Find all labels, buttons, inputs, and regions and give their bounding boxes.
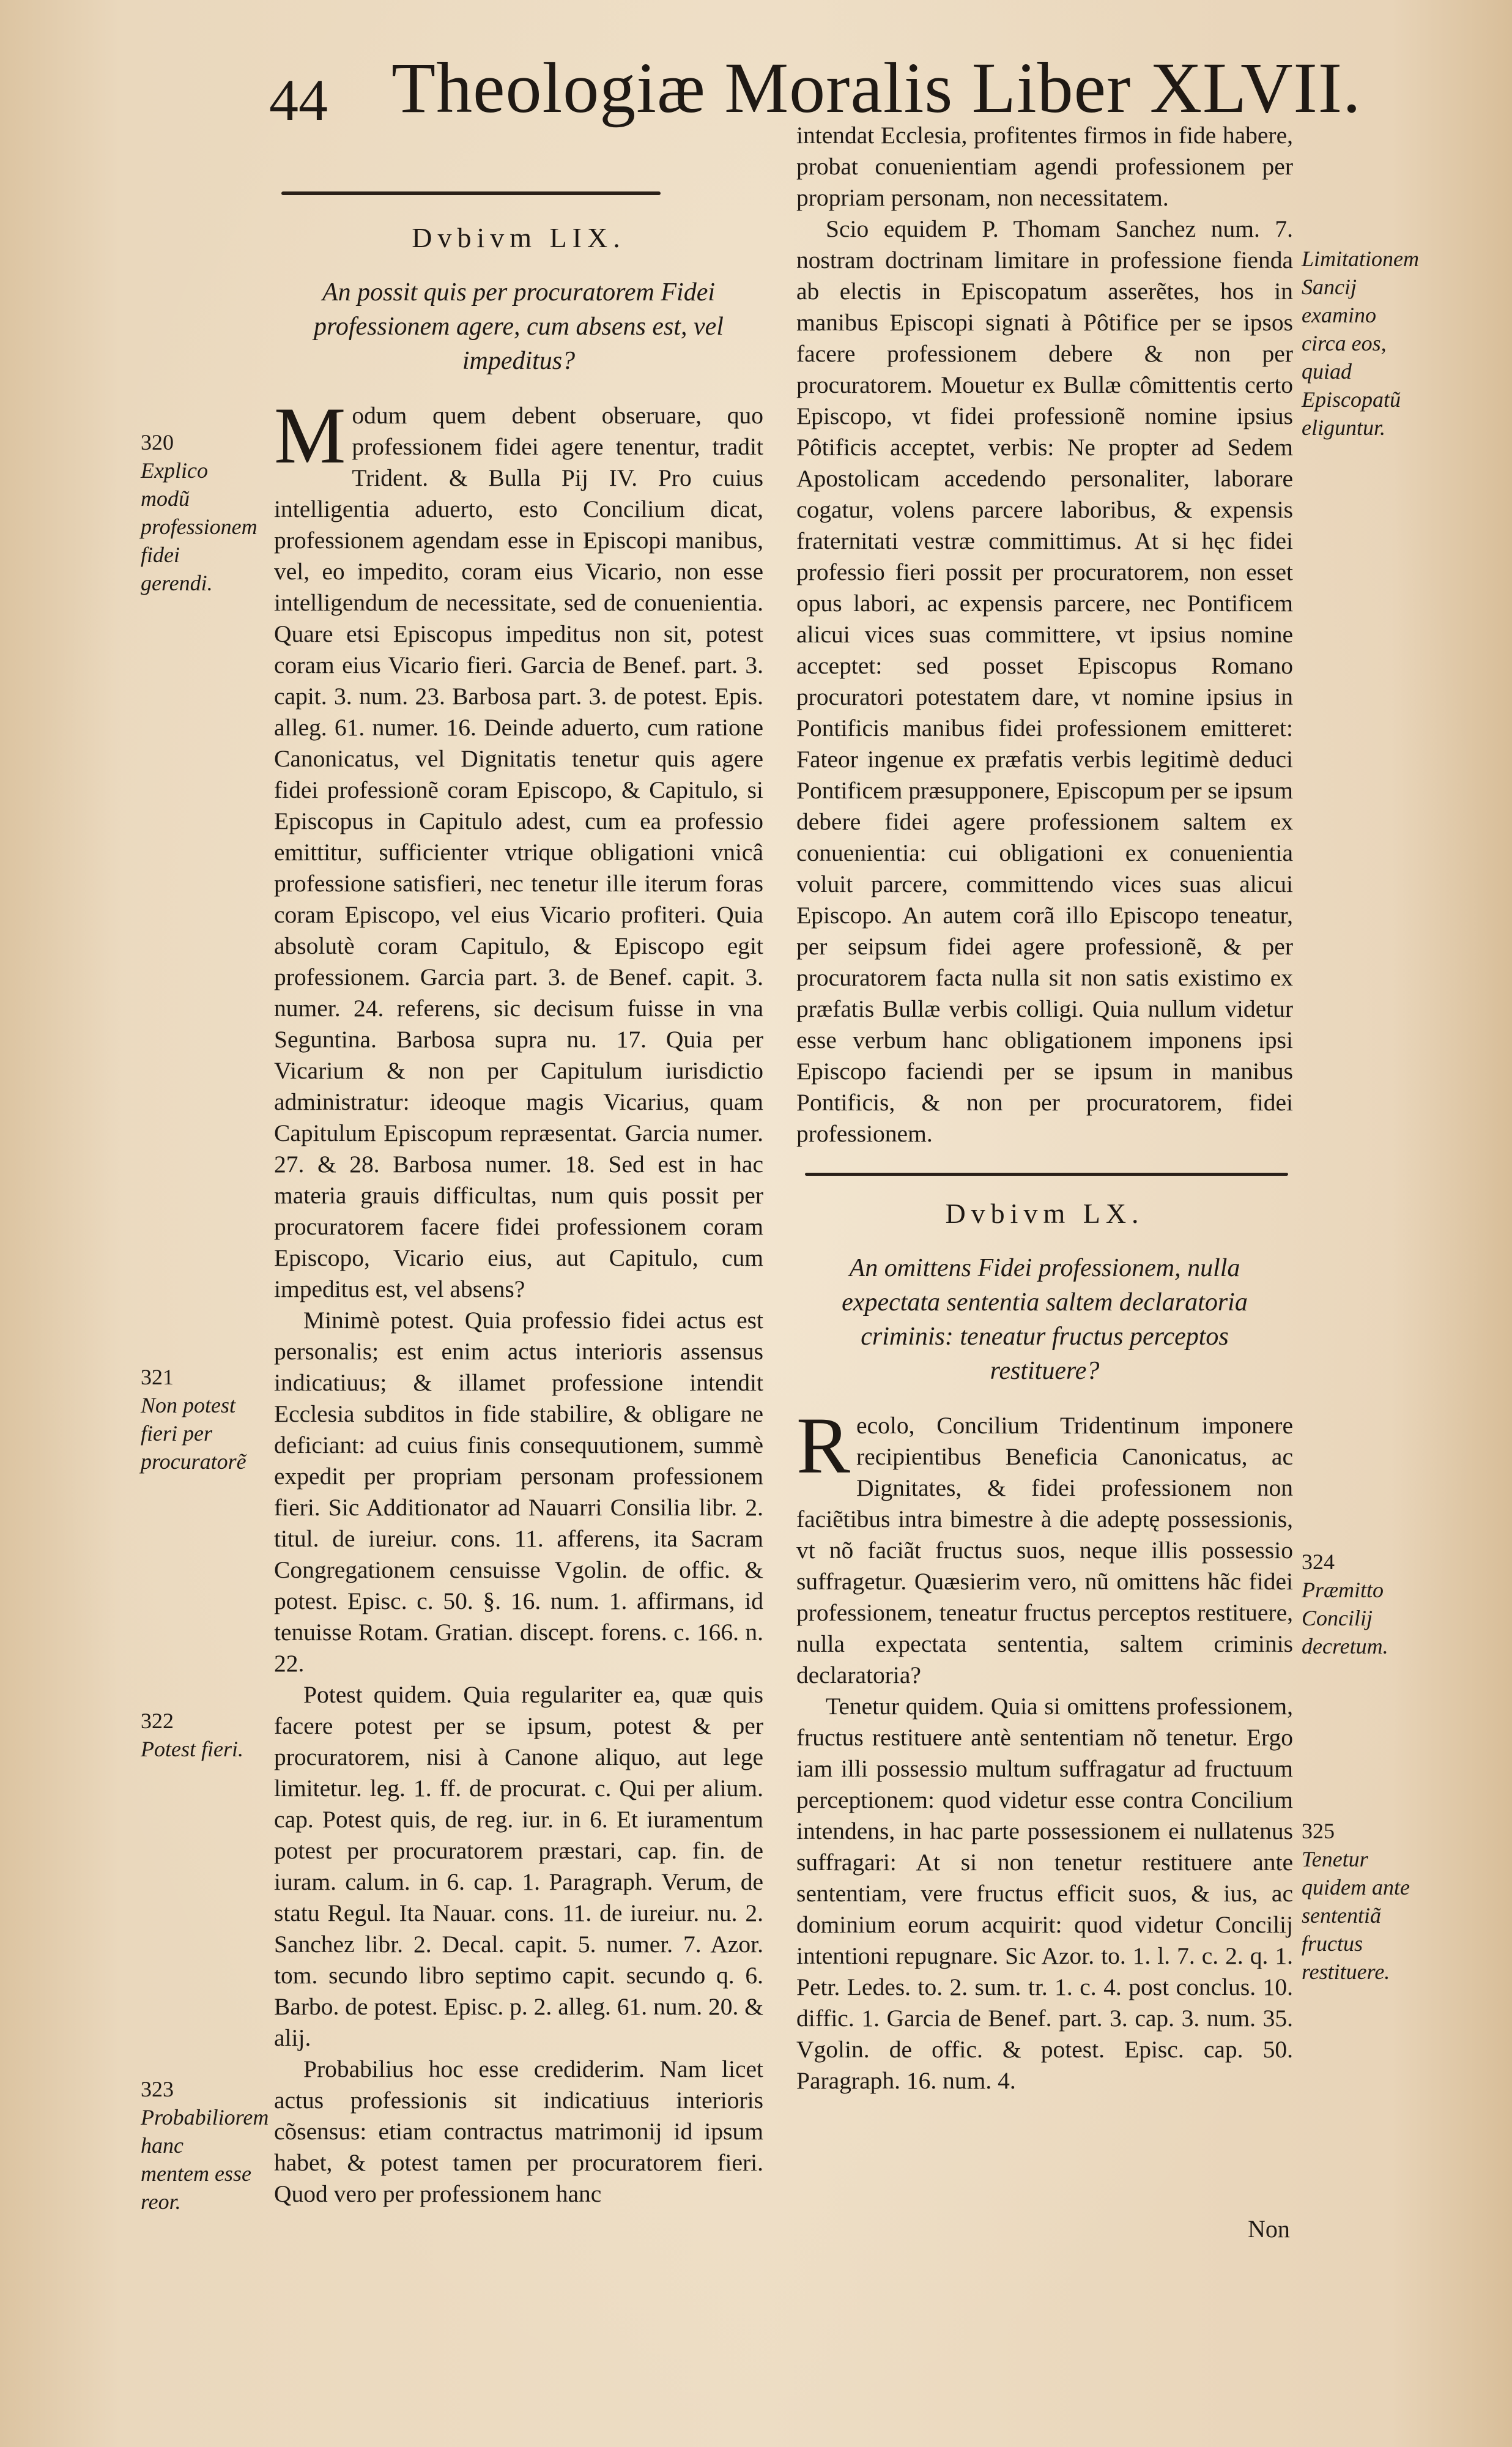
question-heading: An omittens Fidei professionem, nulla expectata sententia saltem declaratoria criminis: teneatur fructus perceptos restituere? [842,1254,1248,1385]
paragraph: Minimè potest. Quia professio fidei actus est personalis; est enim actus interioris assensus indicatiuus; & illamet professione intendit Ecclesia subditos in fide stabilire, & obligare ne deficiant: ad cuius finis consequutionem, summè expedit per propriam personam professionem fieri. Sic Additionator ad Nauarri Consilia libr. 2. titul. de iureiur. cons. 11. afferens, ita Sacram Congregationem censuisse Vgolin. de offic. & potest. Episc. c. 50. §. 16. num. 1. affirmans, id tenuisse Rotam. Gratian. discept. forens. c. 166. n. 22. [274,1307,763,1677]
dubium-heading: Dvbivm LIX. [412,222,626,253]
paragraph: Recolo, Concilium Tridentinum imponere recipientibus Beneficia Canonicatus, ac Dignitates, & fidei professionem non faciẽtibus intra bimestre à die adeptę possessionis, vt nõ faciãt fructus suos, neque illis possessio suffragetur. Quæsierim vero, nũ omittens hãc fidei professionem, teneatur fructus perceptos restituere, nulla expectata sententia, saltem criminis declaratoria? [796,1400,1293,1688]
header-rule [281,191,661,195]
margin-note-321: 321 Non potest fieri per procuratorẽ [141,1365,246,1474]
drop-cap: M [274,390,346,480]
page-title: Theologiæ Moralis Liber XLVII. [391,48,1362,128]
paragraph: intendat Ecclesia, profitentes firmos in fide habere, probat conuenientiam agendi professionem per propriam personam, non necessitatem. [796,122,1293,211]
question-heading: An possit quis per procuratorem Fidei professionem agere, cum absens est, vel impeditus? [314,278,724,375]
margin-note-324: 324 Præmitto Concilij decretum. [1302,1550,1388,1658]
paragraph: Tenetur quidem. Quia si omittens professionem, fructus restituere antè sententiam nõ tenetur. Ergo iam illi possessio multum suffragatur ad fructuum perceptionem: quod videtur esse contra Concilium intendens, in hac parte possessionem ei nullatenus suffragari: At si non tenetur restituere ante sententiam, vere fructus efficit suos, & ius, ac dominium eorum acquirit: quod videtur Concilij intentioni repugnare. Sic Azor. to. 1. l. 7. c. 2. q. 1. Petr. Ledes. to. 2. sum. tr. 1. c. 4. post conclus. 10. diffic. 1. Garcia de Benef. part. 3. cap. 3. num. 35. Vgolin. de offic. & potest. Episc. cap. 50. Paragraph. 16. num. 4. [796,1693,1293,2094]
catchword: Non [1248,2215,1290,2243]
page-number: 44 [269,67,328,133]
margin-note-320: 320 Explico modũ professionem fidei gerendi. [141,430,258,595]
margin-note-limitation: Limitationem Sancij examino circa eos, quiad Episcopatũ eliguntur. [1302,247,1420,440]
section-rule [805,1173,1288,1176]
dubium-heading: Dvbivm LX. [945,1198,1144,1229]
paragraph: Scio equidem P. Thomam Sanchez num. 7. nostram doctrinam limitare in professione fienda ab electis in Episcopatum asserẽtes, hos in manibus Episcopi signati à Pôtifice per se ipsos facere professionem debere & non per procuratorem. Mouetur ex Bullæ cômittentis certo Episcopo, vt fidei professionẽ nomine ipsius Pôtificis acceptet, verbis: Ne propter ad Sedem Apostolicam accedendo personaliter, laborare cogatur, volens parcere laboribus, & expensis fraternitati vestræ committimus. At si hęc fidei professio fieri possit per procuratorem, non esset opus labori, ac expensis parcere, nec Pontificem alicui vices suas committere, vt ipsius nomine acceptet: sed posset Episcopus Romano procuratori potestatem dare, vt nomine ipsius in Pontificis manibus fidei professionem emitteret: Fateor ingenue ex præfatis verbis legitimè deduci Pontificem præsupponere, Episcopum per se ipsum debere fidei agere professionem saltem ex conuenientia: cui obligationi ex conuenientia voluit parcere, committendo vices suas alicui Episcopo. An autem corã illo Episcopo teneatur, per seipsum fidei agere professionẽ, & per procuratorem facta nulla sit non satis existimo ex præfatis Bullæ verbis colligi. Quia nullum videtur esse verbum hanc obligationem imponens ipsi Episcopo faciendi per se ipsum in manibus Pontificis, & non per procuratorem, fidei professionem. [796,215,1293,1147]
left-column [274,187,763,2210]
margin-note-323: 323 Probabiliorem hanc mentem esse reor. [141,2077,269,2214]
margin-note-322: 322 Potest fieri. [141,1709,243,1761]
paragraph: Potest quidem. Quia regulariter ea, quæ quis facere potest per se ipsum, potest & per procuratorem, nisi à Canone aliquo, aut lege limitetur. leg. 1. ff. de procurat. c. Qui per alium. cap. Potest quis, de reg. iur. in 6. Et iuramentum potest per procuratorem præstari, cap. fin. de iuram. calum. in 6. cap. 1. Paragraph. Verum, de statu Regul. Ita Nauar. cons. 11. de iureiur. nu. 2. Sanchez libr. 2. Decal. capit. 5. numer. 7. Azor. tom. secundo libro septimo capit. secundo q. 6. Barbo. de potest. Episc. p. 2. alleg. 61. num. 20. & alij. [274,1681,763,2051]
drop-cap: R [796,1400,851,1490]
right-column [796,120,1293,2096]
paragraph: Modum quem debent obseruare, quo professionem fidei agere tenentur, tradit Trident. & Bulla Pij IV. Pro cuius intelligentia aduerto, esto Concilium dicat, professionem agendam esse in Episcopi manibus, vel, eo impedito, coram eius Vicario, non esse intelligendum de necessitate, sed de conuenientia. Quare etsi Episcopus impeditus non sit, potest coram eius Vicario fieri. Garcia de Benef. part. 3. capit. 3. num. 23. Barbosa part. 3. de potest. Epis. alleg. 61. numer. 16. Deinde aduerto, cum ratione Canonicatus, vel Dignitatis tenetur quis agere fidei professionẽ coram Episcopo, & Capitulo, si Episcopus in Capitulo adest, cum ea professio emittitur, sufficienter vtrique obligationi vnicâ professione satisfieri, nec tenetur ille iterum foras coram Episcopo, vel eius Vicario profiteri. Quia absolutè coram Capitulo, & Episcopo egit professionem. Garcia part. 3. de Benef. capit. 3. numer. 24. referens, sic decisum fuisse in vna Seguntina. Barbosa supra nu. 17. Quia per Vicarium & non per Capitulum iurisdictio administratur: ideoque magis Vicarius, quam Capitulum Episcopum repræsentat. Garcia numer. 27. & 28. Barbosa numer. 18. Sed est in hac materia grauis difficultas, num quis possit per procuratorem facere fidei professionem coram Episcopo, Vicario eius, aut Capitulo, cum impeditus est, vel absens? [274,390,763,1302]
paragraph: Probabilius hoc esse crediderim. Nam licet actus professionis sit indicatiuus interioris cõsensus: etiam contractus matrimonij id ipsum habet, & potest tamen per procuratorem fieri. Quod vero per professionem hanc [274,2055,763,2207]
margin-note-325: 325 Tenetur quidem ante sententiã fructus restituere. [1302,1819,1410,1984]
